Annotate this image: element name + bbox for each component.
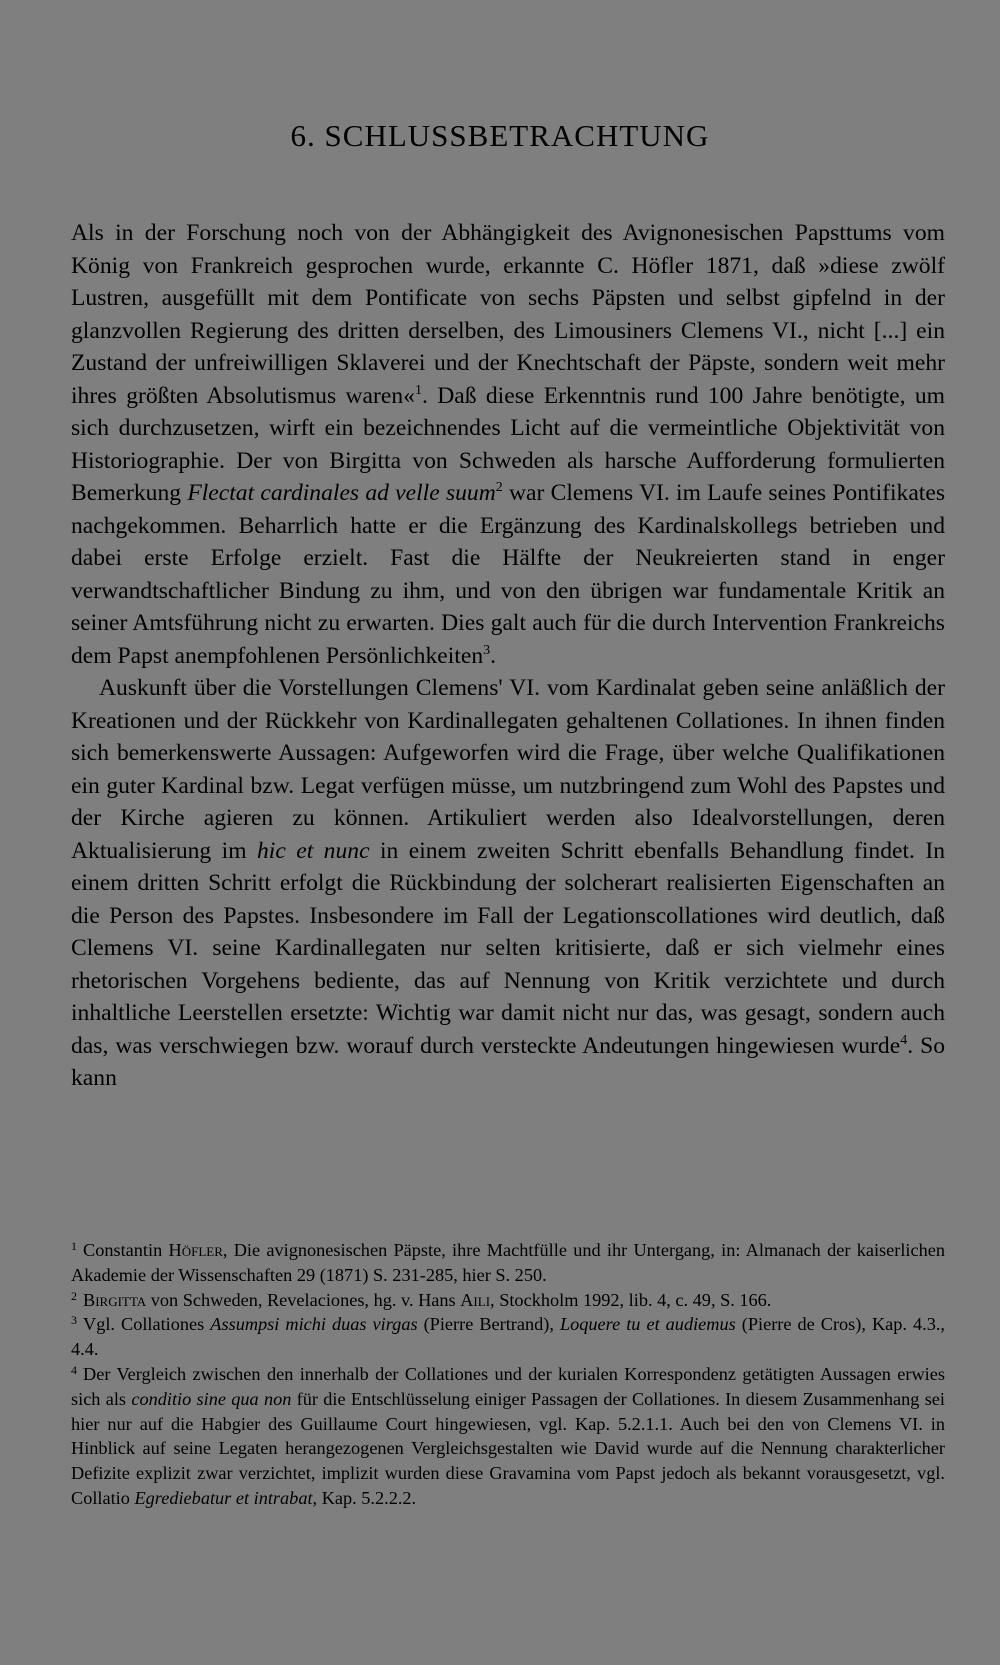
text-run: Als in der Forschung noch von der Abhängigkeit des Avignonesischen Papsttums vom König von Frankreich gesprochen wurde, erkannte C. Höfler 1871, daß »diese zwölf Lustren, ausgefüllt mit dem Pontificate von sechs Päpsten und selbst gipfelnd in der glanzvollen Regierung des dritten derselben, des Limousiners Clemens VI., nicht [...] ein Zustand der unfreiwilligen Sklaverei und der Knechtschaft der Päpste, sondern weit mehr ihres größten Absolutismus waren« [71,220,945,409]
paragraph-1 [71,217,945,672]
text-run: . [490,642,497,669]
chapter-title: 6. SCHLUSSBETRACHTUNG [290,118,710,153]
text-run: in einem zweiten Schritt ebenfalls Behandlung findet. In einem dritten Schritt erfolgt die Rückbindung der solcherart realisierten Eigenschaften an die Person des Papstes. Insbesondere im Fall der Legationscollationes wird deutlich, daß Clemens VI. seine Kardinallegaten nur selten kritisierte, daß er sich vielmehr eines rhetorischen Vorgehens bediente, das auf Nennung von Kritik verzichtete und durch inhaltliche Leerstellen ersetzte: Wichtig war damit nicht nur das, was gesagt, sondern auch das, was verschwiegen bzw. worauf durch versteckte Andeutungen hingewiesen wurde [71,837,945,1059]
text-run: (Pierre de Cros), Kap. 4.3., 4.4. [71,1314,945,1360]
author-name: Höfler [168,1240,223,1260]
text-run: . Daß diese Erkenntnis rund 100 Jahre benötigte, um sich durchzusetzen, wirft ein bezeichnendes Licht auf die vermeintliche Objektivität von Historiographie. Der von Birgitta von Schweden als harsche Aufforderung formulierten Bemerkung [71,382,945,506]
footnote-number: 2 [71,1288,77,1303]
text-run: Constantin [83,1240,169,1260]
latin-quote: Flectat cardinales ad velle suum [187,480,496,506]
collatio-title: Egrediebatur et intrabat [134,1487,313,1508]
footnote-ref-3[interactable]: 3 [483,642,491,658]
footnote-3 [71,1312,945,1362]
footnotes [71,1238,945,1511]
footnote-number: 3 [71,1313,77,1328]
collatio-title: Assumpsi michi duas virgas [210,1314,418,1335]
author-name: Birgitta [83,1289,147,1310]
footnote-number: 4 [71,1362,77,1377]
footnote-number: 1 [71,1239,77,1253]
main-text [71,217,945,1095]
text-run: von Schweden, Revelaciones, hg. v. Hans [146,1289,461,1310]
text-run: , Kap. 5.2.2.2. [312,1487,417,1508]
footnote-ref-1[interactable]: 1 [414,382,422,398]
text-run: für die Entschlüsselung einiger Passagen der Collationes. In diesem Zusammenhang sei hier nur auf die Habgier des Guillaume Court hingewiesen, vgl. Kap. 5.2.1.1. Auch bei den von Clemens VI. in Hinblick auf seine Legaten herangezogenen Vergleichsgestalten wie David wurde auf die Nennung charakterlicher Defizite explizit zwar verzichtet, implizit wurden diese Gravamina vom Papst jedoch als bekannt vorausgesetzt, vgl. Collatio [71,1388,945,1508]
paragraph-2 [71,672,945,1095]
footnote-4 [71,1362,945,1511]
text-run: (Pierre Bertrand), [417,1314,560,1335]
text-run: , Die avignonesischen Päpste, ihre Machtfülle und ihr Untergang, in: Almanach der kaiserlichen Akademie der Wissenschaften 29 (1871) S. 231-285, hier S. 250. [71,1240,946,1285]
collatio-title: Loquere tu et audiemus [559,1314,736,1335]
text-run: war Clemens VI. im Laufe seines Pontifikates nachgekommen. Beharrlich hatte er die Ergänzung des Kardinalskollegs betrieben und dabei erste Erfolge erzielt. Fast die Hälfte der Neukreierten stand in enger verwandtschaftlicher Bindung zu ihm, und von den übrigen war fundamentale Kritik an seiner Amtsführung nicht zu erwarten. Dies galt auch für die durch Intervention Frankreichs dem Papst anempfohlenen Persönlichkeiten [71,480,946,669]
text-run: Der Vergleich zwischen den innerhalb der Collationes und der kurialen Korrespondenz getätigten Aussagen erwies sich als [71,1363,945,1409]
text-run: Auskunft über die Vorstellungen Clemens' VI. vom Kardinalat geben seine anläßlich der Kreationen und der Rückkehr von Kardinallegaten gehaltenen Collationes. In ihnen finden sich bemerkenswerte Aussagen: Aufgeworfen wird die Frage, über welche Qualifikationen ein guter Kardinal bzw. Legat verfügen müsse, um nutzbringend zum Wohl des Papstes und der Kirche agieren zu können. Artikuliert werden also Idealvorstellungen, deren Aktualisierung im [71,675,945,864]
footnote-ref-2[interactable]: 2 [495,480,503,495]
latin-phrase: hic et nunc [256,837,370,864]
text-run: . So kann [71,1032,946,1091]
footnote-ref-4[interactable]: 4 [900,1032,908,1048]
footnote-1 [71,1238,945,1288]
latin-phrase: conditio sine qua non [131,1388,292,1409]
editor-name: Aili [460,1289,491,1310]
text-run: Vgl. Collationes [83,1314,211,1335]
footnote-2 [71,1288,945,1313]
text-run: , Stockholm 1992, lib. 4, c. 49, S. 166. [490,1289,772,1310]
